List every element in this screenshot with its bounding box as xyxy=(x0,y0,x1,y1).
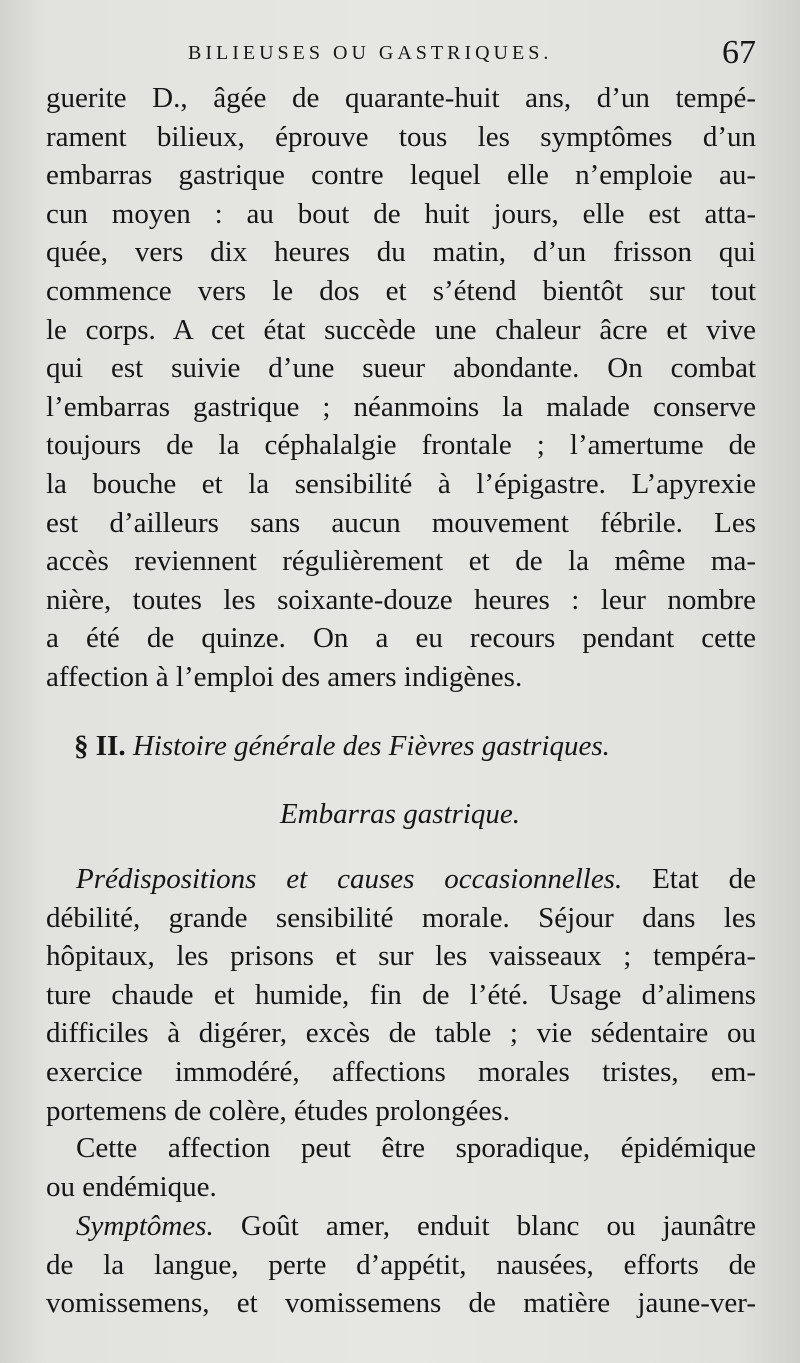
page-header xyxy=(46,36,760,80)
text-line: exercice immodéré, affections morales tristes, em- xyxy=(46,1055,756,1088)
text-line xyxy=(46,1207,756,1246)
section-heading xyxy=(74,730,610,763)
predispositions-paragraph xyxy=(46,860,756,1130)
sporadic-paragraph xyxy=(46,1129,756,1206)
text-line: ture chaude et humide, fin de l’été. Usage d’alimens xyxy=(46,978,756,1011)
subheading: Embarras gastrique. xyxy=(279,798,521,830)
text-line: qui est suivie d’une sueur abondante. On combat xyxy=(46,352,756,385)
text-line: portemens de colère, études prolongées. xyxy=(46,1094,510,1127)
text-line: guerite D., âgée de quarante-huit ans, d’un tempé- xyxy=(46,82,756,114)
symptoms-paragraph xyxy=(46,1207,756,1323)
text-line: a été de quinze. On a eu recours pendant cette xyxy=(46,622,756,655)
text-line: l’embarras gastrique ; néanmoins la malade conserve xyxy=(46,390,756,423)
text-line: toujours de la céphalalgie frontale ; l’amertume de xyxy=(46,429,756,462)
text-line: ou endémique. xyxy=(46,1170,217,1203)
paragraph-lead-rest: Etat de xyxy=(622,863,756,895)
section-number: § II. xyxy=(74,730,126,762)
text-line: la bouche et la sensibilité à l’épigastre. L’apyrexie xyxy=(46,467,756,500)
text-line: débilité, grande sensibilité morale. Séjour dans les xyxy=(46,901,756,934)
text-line: commence vers le dos et s’étend bientôt sur tout xyxy=(46,274,756,307)
text-line: rament bilieux, éprouve tous les symptômes d’un xyxy=(46,120,756,153)
paragraph-lead: Prédispositions et causes occasionnelles. xyxy=(76,863,623,895)
text-line: est d’ailleurs sans aucun mouvement fébrile. Les xyxy=(46,506,756,539)
text-line: le corps. A cet état succède une chaleur âcre et vive xyxy=(46,313,756,346)
text-line: accès reviennent régulièrement et de la même ma- xyxy=(46,545,756,578)
text-line: nière, toutes les soixante-douze heures : leur nombre xyxy=(46,583,756,616)
text-line: Cette affection peut être sporadique, épidémique xyxy=(76,1132,756,1164)
text-line xyxy=(46,860,756,899)
text-line: hôpitaux, les prisons et sur les vaisseaux ; tempéra- xyxy=(46,940,756,973)
text-line: difficiles à digérer, excès de table ; vie sédentaire ou xyxy=(46,1017,756,1050)
page-number: 67 xyxy=(722,34,756,71)
text-line: de la langue, perte d’appétit, nausées, efforts de xyxy=(46,1248,756,1281)
text-line: cun moyen : au bout de huit jours, elle est atta- xyxy=(46,197,756,230)
text-line: quée, vers dix heures du matin, d’un frisson qui xyxy=(46,236,756,269)
case-paragraph xyxy=(46,79,756,697)
section-title: Histoire générale des Fièvres gastriques. xyxy=(132,730,610,762)
running-head: BILIEUSES OU GASTRIQUES. xyxy=(188,42,553,64)
text-line: embarras gastrique contre lequel elle n’emploie au- xyxy=(46,159,756,192)
text-line: affection à l’emploi des amers indigènes. xyxy=(46,660,523,693)
paragraph-lead-rest: Goût amer, enduit blanc ou jaunâtre xyxy=(213,1210,756,1242)
text-line: vomissemens, et vomissemens de matière jaune-ver- xyxy=(46,1287,756,1320)
paragraph-lead: Symptômes. xyxy=(76,1210,214,1242)
